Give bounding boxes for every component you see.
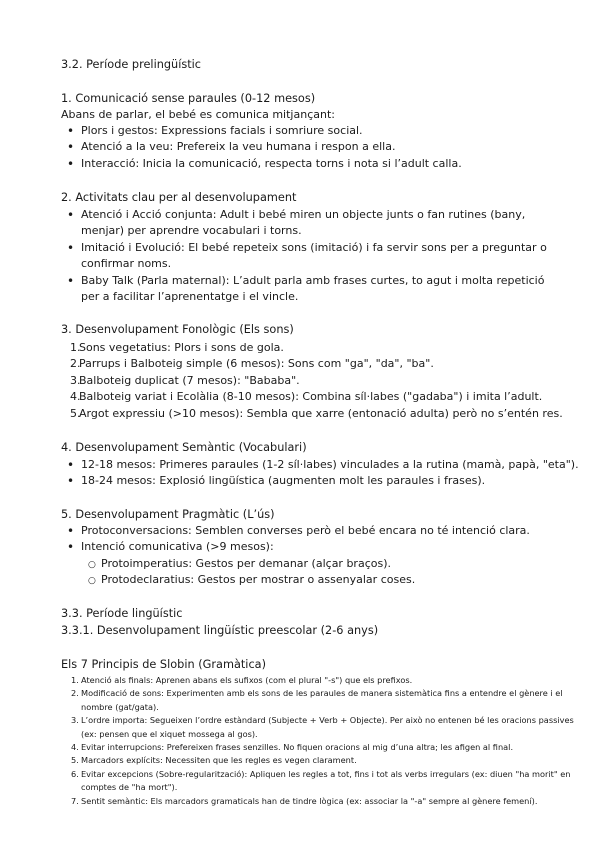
list-item: • 12-18 mesos: Primeres paraules (1-2 síl·labes) vinculades a la rutina (mamà, papà, "eta"). — [61, 457, 581, 473]
section-5-sublist — [61, 556, 581, 589]
list-item: • Interacció: Inicia la comunicació, respecta torns i nota si l’adult calla. — [61, 156, 581, 172]
section-4-list — [61, 457, 581, 490]
list-item: 5. Argot expressiu (>10 mesos): Sembla que xarre (entonació adulta) però no s’entén res. — [70, 406, 563, 420]
list-item: • Baby Talk (Parla maternal): L’adult parla amb frases curtes, to agut i molta repetició per a facilitar l’aprenentatge i el vincle. — [61, 273, 561, 306]
list-item: 5. Marcadors explícits: Necessiten que les regles es vegen clarament. — [71, 755, 357, 766]
section-5-heading: 5. Desenvolupament Pragmàtic (L’ús) — [61, 508, 275, 521]
section-1-list — [61, 123, 581, 172]
list-item: ○ Protodeclaratius: Gestos per mostrar o assenyalar coses. — [61, 572, 581, 588]
section-4-heading: 4. Desenvolupament Semàntic (Vocabulari) — [61, 441, 307, 454]
slobin-list — [61, 674, 581, 808]
list-item: 4. Evitar interrupcions: Prefereixen frases senzilles. No fiquen oracions al mig d’una altra; les afigen al final. — [71, 742, 514, 753]
slobin-heading: Els 7 Principis de Slobin (Gramàtica) — [61, 658, 266, 671]
list-item: 2. Modificació de sons: Experimenten amb els sons de les paraules de manera sistemàtica fins a entendre el gènere i el nombre (gat/gata). — [71, 688, 563, 712]
list-item: 2. Parrups i Balboteig simple (6 mesos): Sons com "ga", "da", "ba". — [70, 357, 434, 371]
list-item: • Atenció a la veu: Prefereix la veu humana i respon a ella. — [61, 139, 581, 155]
section-3-list — [61, 340, 581, 422]
section-3-heading: 3. Desenvolupament Fonològic (Els sons) — [61, 323, 294, 336]
section-1-heading: 1. Comunicació sense paraules (0-12 mesos) — [61, 92, 316, 105]
list-item: • Plors i gestos: Expressions facials i somriure social. — [61, 123, 581, 139]
list-item: ○ Protoimperatius: Gestos per demanar (alçar braços). — [61, 556, 581, 572]
list-item: 3. L’ordre importa: Segueixen l’ordre estàndard (Subjecte + Verb + Objecte). Per això no entenen bé les oracions passives (ex: pensen que el xiquet mossega al gos). — [71, 715, 574, 739]
list-item: • Atenció i Acció conjunta: Adult i bebé miren un objecte junts o fan rutines (bany, menjar) per aprendre vocabulari i torns. — [61, 207, 561, 240]
section-2-heading: 2. Activitats clau per al desenvolupament — [61, 191, 297, 204]
list-item: 1. Atenció als finals: Aprenen abans els sufixos (com el plural "-s") que els prefixos. — [71, 675, 413, 685]
list-item: • 18-24 mesos: Explosió lingüística (augmenten molt les paraules i frases). — [61, 473, 581, 489]
list-item: 7. Sentit semàntic: Els marcadors gramaticals han de tindre lògica (ex: associar la "-a" sempre al gènere femení). — [71, 795, 538, 806]
section-3-3-1-heading: 3.3.1. Desenvolupament lingüístic preescolar (2-6 anys) — [61, 624, 379, 637]
section-5-list — [61, 523, 581, 556]
list-item: • Intenció comunicativa (>9 mesos): — [61, 539, 581, 555]
section-2-list — [61, 207, 561, 305]
list-item: 1. Sons vegetatius: Plors i sons de gola. — [70, 341, 284, 354]
section-3-2-heading: 3.2. Període prelingüístic — [61, 58, 202, 71]
list-item: • Imitació i Evolució: El bebé repeteix sons (imitació) i fa servir sons per a preguntar o confirmar noms. — [61, 240, 561, 273]
section-3-3-heading: 3.3. Període lingüístic — [61, 607, 183, 620]
list-item: 3. Balboteig duplicat (7 mesos): "Bababa". — [70, 373, 300, 387]
list-item: 6. Evitar excepcions (Sobre-regularització): Apliquen les regles a tot, fins i tot als verbs irregulars (ex: diuen "ha morit" en comptes de "ha mort"). — [71, 768, 571, 793]
section-1-intro: Abans de parlar, el bebé es comunica mitjançant: — [61, 108, 335, 121]
list-item: 4. Balboteig variat i Ecolàlia (8-10 mesos): Combina síl·labes ("gadaba") i imita l’adult. — [70, 390, 543, 404]
list-item: • Protoconversacions: Semblen converses però el bebé encara no té intenció clara. — [61, 523, 581, 539]
